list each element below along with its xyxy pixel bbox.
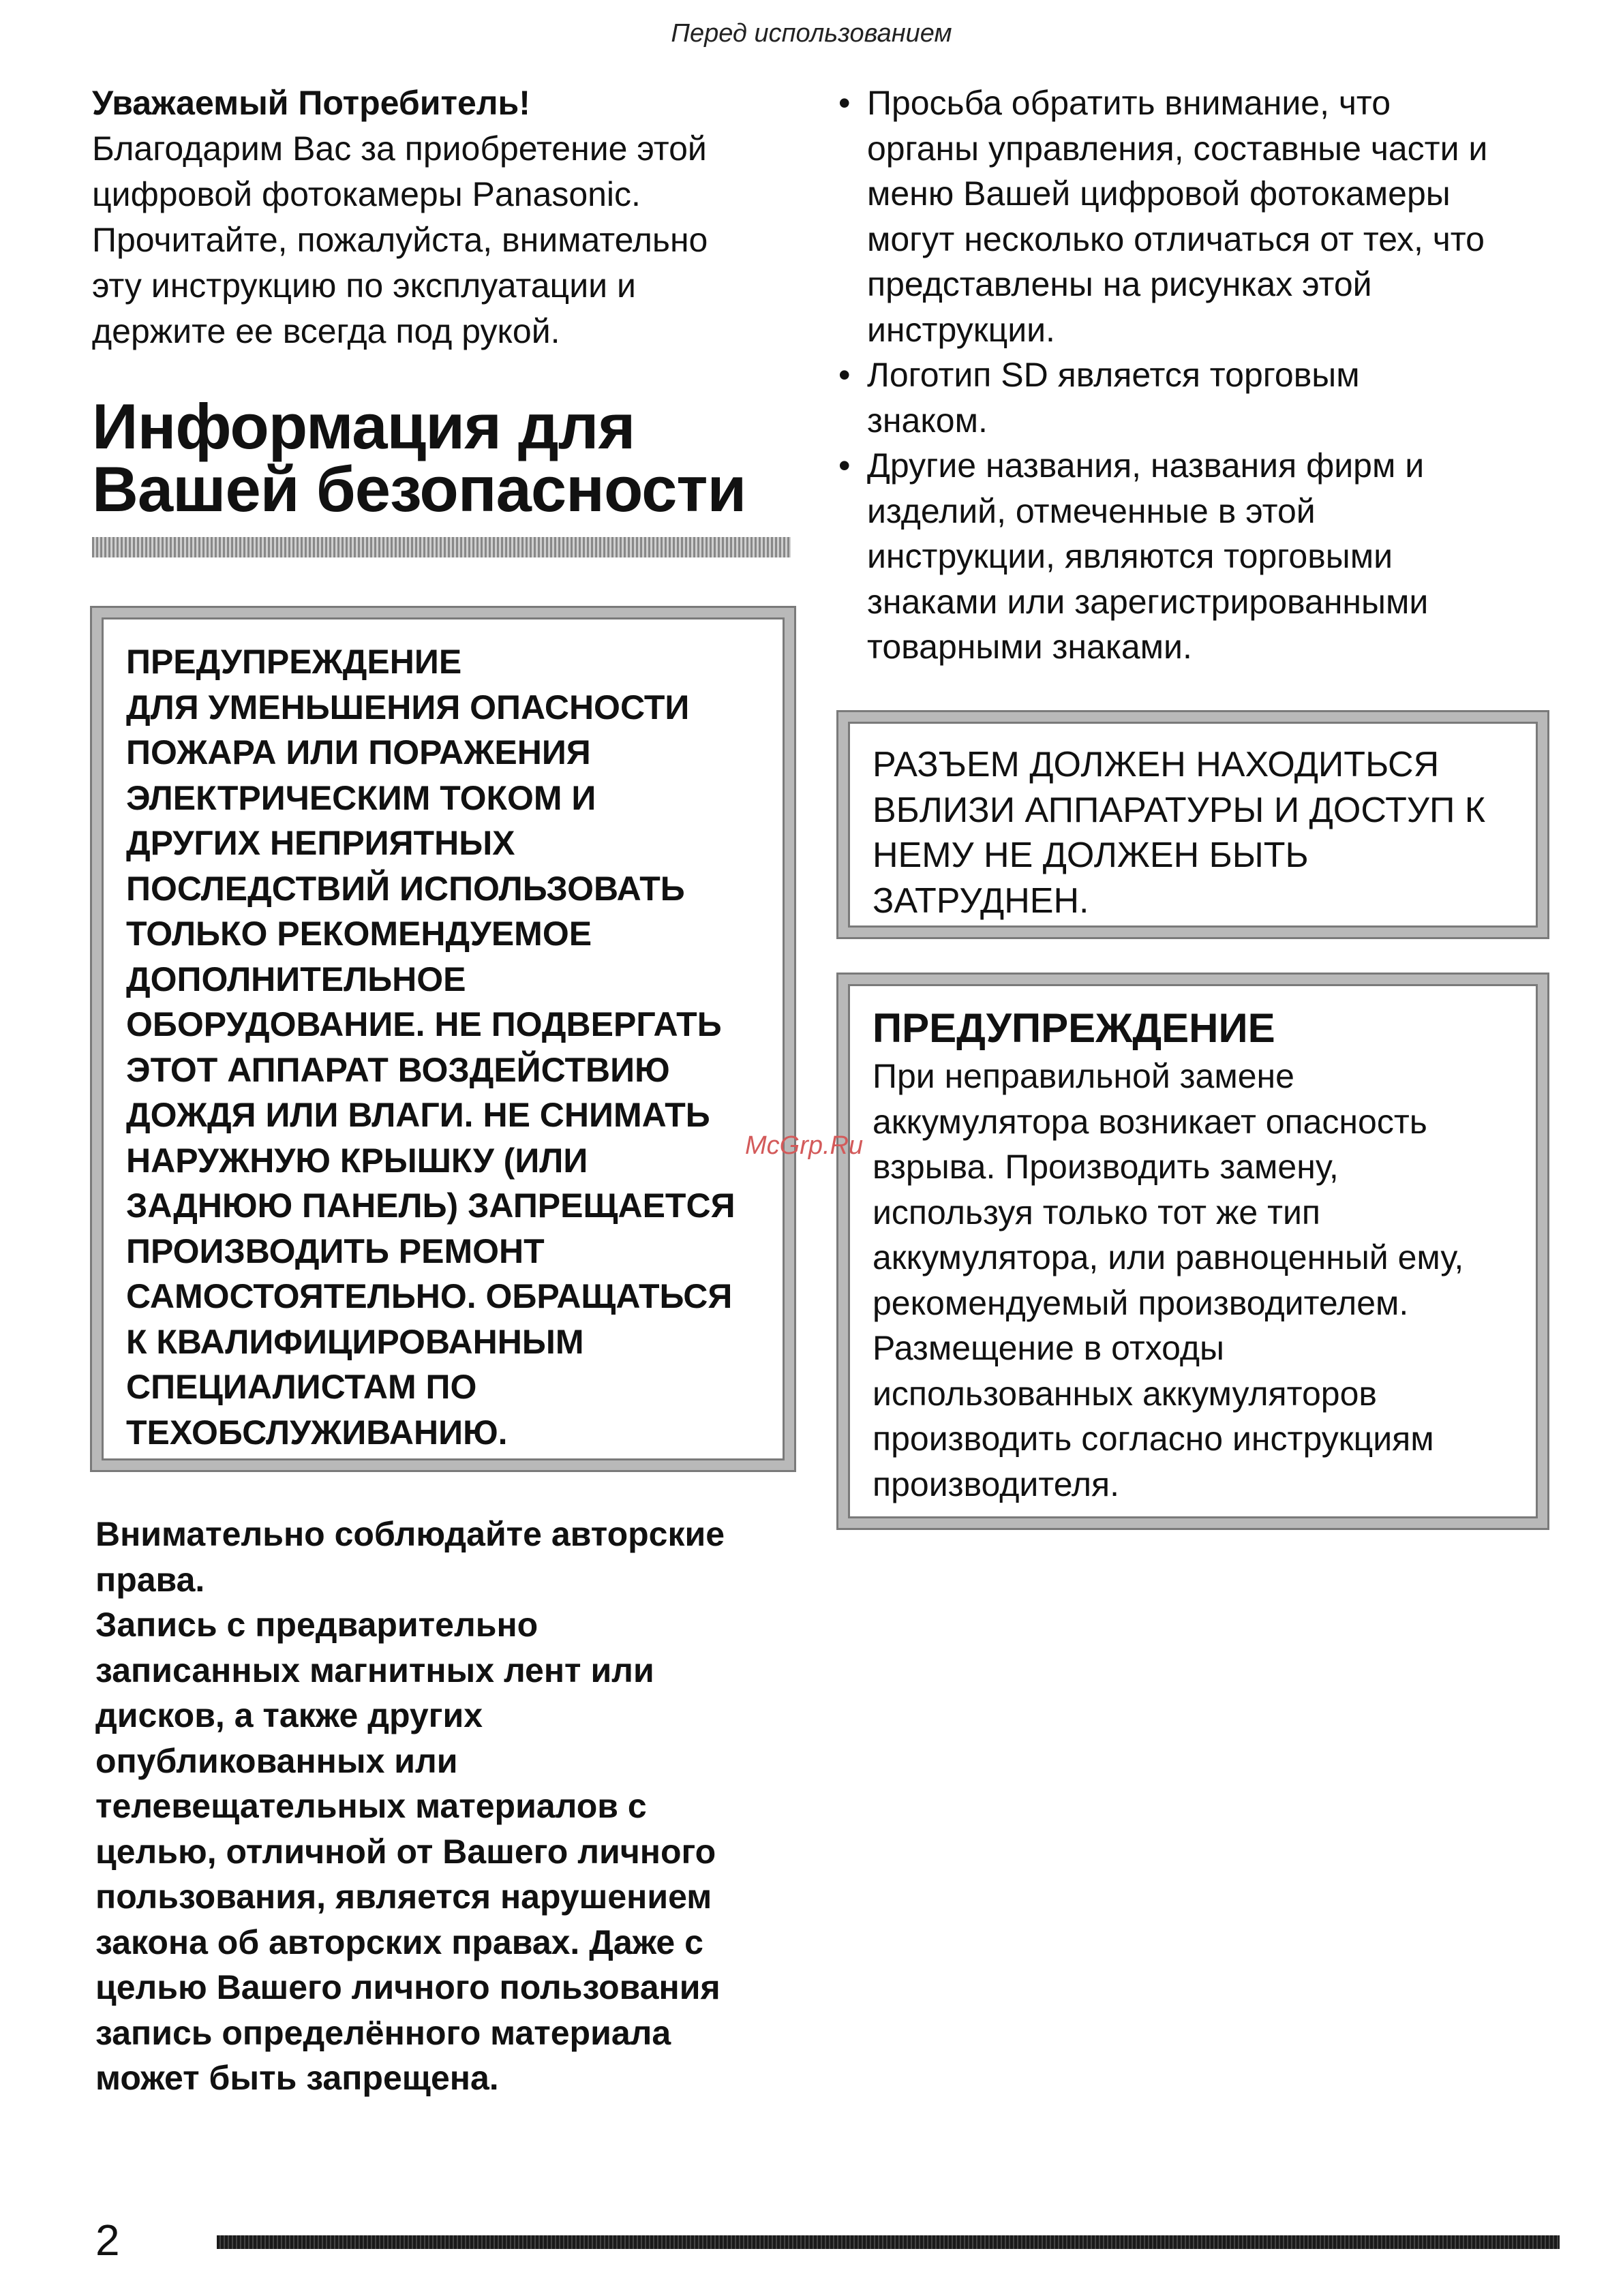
warning-line: ЭТОТ АППАРАТ ВОЗДЕЙСТВИЮ bbox=[126, 1050, 670, 1089]
warning-line: СПЕЦИАЛИСТАМ ПО bbox=[126, 1368, 477, 1406]
copyright-line: закона об авторских правах. Даже с bbox=[95, 1923, 703, 1961]
note-line: могут несколько отличаться от тех, что bbox=[867, 219, 1485, 258]
copyright-line: целью Вашего личного пользования bbox=[95, 1968, 721, 2006]
warning-line: ПОЖАРА ИЛИ ПОРАЖЕНИЯ bbox=[126, 733, 591, 771]
battery-warning-line: аккумулятора, или равноценный ему, bbox=[873, 1238, 1464, 1276]
copyright-line: запись определённого материала bbox=[95, 2013, 671, 2052]
copyright-line: опубликованных или bbox=[95, 1741, 458, 1780]
note-line: знаком. bbox=[867, 401, 988, 440]
battery-warning-line: Размещение в отходы bbox=[873, 1329, 1224, 1367]
notes-block bbox=[838, 80, 1547, 670]
notes-list bbox=[838, 80, 1547, 670]
copyright-line: дисков, а также других bbox=[95, 1696, 483, 1734]
copyright-line: права. bbox=[95, 1560, 205, 1599]
list-item bbox=[838, 352, 1547, 443]
safety-title-line: Информация для bbox=[92, 391, 635, 462]
safety-title-line: Вашей безопасности bbox=[92, 453, 746, 525]
note-line: инструкции. bbox=[867, 310, 1055, 349]
connector-line: РАЗЪЕМ ДОЛЖЕН НАХОДИТЬСЯ bbox=[873, 745, 1440, 784]
warning-line: ТОЛЬКО РЕКОМЕНДУЕМОЕ bbox=[126, 915, 592, 953]
salutation: Уважаемый Потребитель! bbox=[92, 84, 530, 122]
greeting-line: Благодарим Вас за приобретение этой bbox=[92, 129, 707, 168]
note-line: • Другие названия, названия фирм и bbox=[867, 446, 1425, 485]
connector-notice-box bbox=[838, 712, 1547, 937]
greeting-line: цифровой фотокамеры Panasonic. bbox=[92, 175, 641, 213]
note-line: • Просьба обратить внимание, что bbox=[867, 84, 1391, 122]
safety-title bbox=[92, 391, 801, 525]
note-line: меню Вашей цифровой фотокамеры bbox=[867, 174, 1451, 213]
battery-warning-line: используя только тот же тип bbox=[873, 1193, 1321, 1231]
connector-line: ЗАТРУДНЕН. bbox=[873, 881, 1089, 921]
note-line: знаками или зарегистрированными bbox=[867, 582, 1429, 621]
battery-warning-line: производителя. bbox=[873, 1465, 1119, 1503]
warning-line: ПОСЛЕДСТВИЙ ИСПОЛЬЗОВАТЬ bbox=[126, 869, 685, 908]
fire-shock-warning-box bbox=[92, 608, 794, 1470]
battery-warning-line: взрыва. Производить замену, bbox=[873, 1148, 1339, 1186]
running-header: Перед использованием bbox=[671, 19, 952, 48]
copyright-line: может быть запрещена. bbox=[95, 2059, 499, 2097]
list-item bbox=[838, 80, 1547, 352]
warning-line: ОБОРУДОВАНИЕ. НЕ ПОДВЕРГАТЬ bbox=[126, 1005, 722, 1043]
battery-warning-box bbox=[838, 975, 1547, 1528]
battery-warning-line: рекомендуемый производителем. bbox=[873, 1283, 1409, 1322]
note-line: инструкции, являются торговыми bbox=[867, 537, 1393, 575]
copyright-line: телевещательных материалов с bbox=[95, 1787, 647, 1825]
greeting-line: Прочитайте, пожалуйста, внимательно bbox=[92, 221, 708, 259]
note-line: • Логотип SD является торговым bbox=[867, 356, 1360, 394]
warning-line: ЗАДНЮЮ ПАНЕЛЬ) ЗАПРЕЩАЕТСЯ bbox=[126, 1187, 735, 1225]
warning-line: НАРУЖНУЮ КРЫШКУ (ИЛИ bbox=[126, 1141, 588, 1180]
battery-warning-title: ПРЕДУПРЕЖДЕНИЕ bbox=[873, 1005, 1275, 1051]
copyright-line: пользования, является нарушением bbox=[95, 1878, 712, 1916]
greeting-line: эту инструкцию по эксплуатации и bbox=[92, 266, 636, 305]
watermark: McGrp.Ru bbox=[745, 1131, 864, 1160]
greeting-block bbox=[92, 80, 801, 354]
note-line: представлены на рисунках этой bbox=[867, 265, 1372, 303]
copyright-notice bbox=[95, 1512, 804, 2101]
warning-line: ДРУГИХ НЕПРИЯТНЫХ bbox=[126, 824, 515, 862]
warning-line: К КВАЛИФИЦИРОВАННЫМ bbox=[126, 1322, 584, 1361]
greeting-line: держите ее всегда под рукой. bbox=[92, 312, 560, 350]
warning-line: САМОСТОЯТЕЛЬНО. ОБРАЩАТЬСЯ bbox=[126, 1277, 733, 1315]
copyright-line: целью, отличной от Вашего личного bbox=[95, 1832, 716, 1871]
copyright-line: Внимательно соблюдайте авторские bbox=[95, 1515, 725, 1553]
title-divider bbox=[92, 537, 791, 557]
warning-line: ДЛЯ УМЕНЬШЕНИЯ ОПАСНОСТИ bbox=[126, 688, 690, 726]
warning-line: ДОЖДЯ ИЛИ ВЛАГИ. НЕ СНИМАТЬ bbox=[126, 1096, 710, 1134]
battery-warning-line: производить согласно инструкциям bbox=[873, 1420, 1434, 1458]
note-line: товарными знаками. bbox=[867, 628, 1192, 666]
warning-heading: ПРЕДУПРЕЖДЕНИЕ bbox=[126, 643, 462, 681]
footer-rule bbox=[217, 2235, 1560, 2249]
battery-warning-line: При неправильной замене bbox=[873, 1057, 1294, 1095]
warning-line: ПРОИЗВОДИТЬ РЕМОНТ bbox=[126, 1231, 545, 1270]
warning-line: ТЕХОБСЛУЖИВАНИЮ. bbox=[126, 1413, 508, 1452]
connector-line: НЕМУ НЕ ДОЛЖЕН БЫТЬ bbox=[873, 836, 1309, 875]
battery-warning-line: использованных аккумуляторов bbox=[873, 1374, 1377, 1413]
note-line: органы управления, составные части и bbox=[867, 129, 1488, 168]
page-number: 2 bbox=[95, 2216, 120, 2265]
copyright-line: записанных магнитных лент или bbox=[95, 1651, 654, 1689]
warning-line: ЭЛЕКТРИЧЕСКИМ ТОКОМ И bbox=[126, 778, 596, 817]
warning-line: ДОПОЛНИТЕЛЬНОЕ bbox=[126, 960, 466, 998]
list-item bbox=[838, 443, 1547, 670]
battery-warning-line: аккумулятора возникает опасность bbox=[873, 1102, 1427, 1141]
connector-line: ВБЛИЗИ АППАРАТУРЫ И ДОСТУП К bbox=[873, 790, 1486, 830]
note-line: изделий, отмеченные в этой bbox=[867, 491, 1316, 530]
copyright-line: Запись с предварительно bbox=[95, 1606, 539, 1644]
